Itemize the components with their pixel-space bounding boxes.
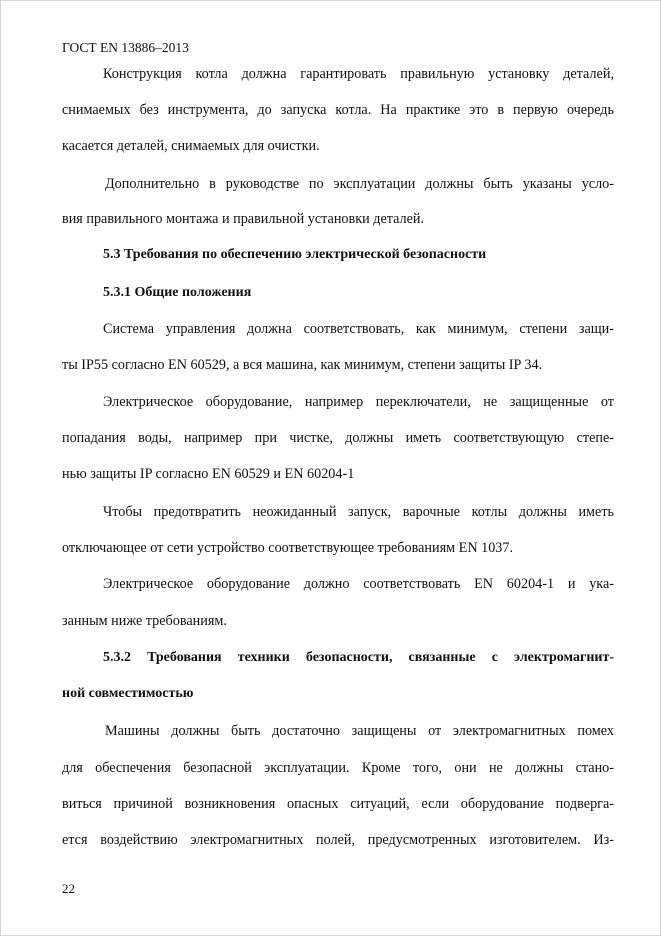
standard-header: ГОСТ EN 13886–2013 bbox=[62, 40, 189, 55]
section-heading-5-3: 5.3 Требования по обеспечению электрической безопасности bbox=[103, 247, 487, 262]
paragraph-line: Дополнительно в руководстве по эксплуатации должны быть указаны усло- bbox=[105, 176, 614, 192]
paragraph-line: виться причиной возникновения опасных ситуаций, если оборудование подверга- bbox=[62, 796, 614, 812]
paragraph-line: ется воздействию электромагнитных полей, предусмотренных изготовителем. Из- bbox=[62, 832, 614, 848]
paragraph-line: для обеспечения безопасной эксплуатации. Кроме того, они не должны стано- bbox=[62, 760, 614, 776]
paragraph-line: Электрическое оборудование, например переключатели, не защищенные от bbox=[103, 394, 614, 410]
paragraph-line: вия правильного монтажа и правильной установки деталей. bbox=[62, 211, 425, 227]
paragraph-line: снимаемых без инструмента, до запуска котла. На практике это в первую очередь bbox=[62, 102, 614, 118]
paragraph-line: Машины должны быть достаточно защищены от электромагнитных помех bbox=[105, 723, 614, 739]
paragraph-line: Чтобы предотвратить неожиданный запуск, варочные котлы должны иметь bbox=[103, 504, 614, 520]
paragraph-line: занным ниже требованиям. bbox=[62, 613, 227, 629]
paragraph-line: отключающее от сети устройство соответствующее требованиям EN 1037. bbox=[62, 540, 514, 556]
section-heading-5-3-1: 5.3.1 Общие положения bbox=[103, 285, 252, 300]
paragraph-line: попадания воды, например при чистке, должны иметь соответствующую степе- bbox=[62, 430, 614, 446]
paragraph-line: нью защиты IP согласно EN 60529 и EN 60204-1 bbox=[62, 466, 355, 482]
paragraph-line: Электрическое оборудование должно соответствовать EN 60204-1 и ука- bbox=[103, 576, 614, 592]
paragraph-line: ты IP55 согласно EN 60529, а вся машина, как минимум, степени защиты IP 34. bbox=[62, 357, 543, 373]
paragraph-line: касается деталей, снимаемых для очистки. bbox=[62, 138, 320, 154]
paragraph-line: Конструкция котла должна гарантировать правильную установку деталей, bbox=[103, 66, 614, 82]
section-heading-5-3-2: 5.3.2 Требования техники безопасности, связанные с электромагнит- bbox=[103, 650, 614, 665]
paragraph-line: Система управления должна соответствовать, как минимум, степени защи- bbox=[103, 321, 614, 337]
section-heading-5-3-2-cont: ной совместимостью bbox=[62, 686, 194, 701]
page-number: 22 bbox=[62, 881, 75, 896]
